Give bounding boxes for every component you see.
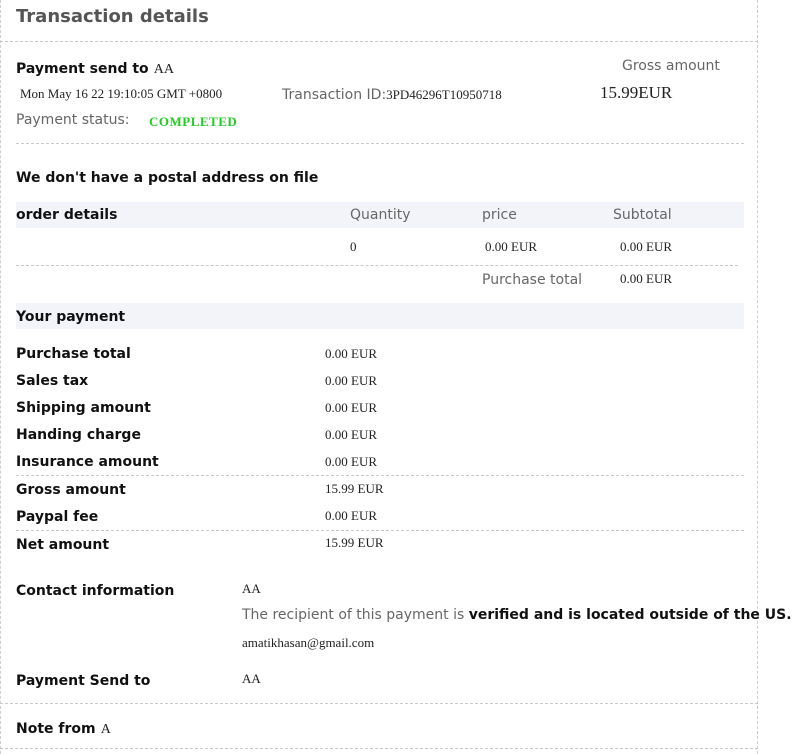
your-payment-heading: Your payment	[16, 309, 126, 325]
price-header: price	[482, 207, 517, 223]
verified-prefix: The recipient of this payment is	[242, 607, 469, 623]
note-from-label: Note from	[16, 721, 96, 737]
verified-status	[242, 607, 792, 623]
order-divider	[16, 265, 738, 266]
payment-status-label: Payment status:	[16, 112, 130, 128]
transaction-date: Mon May 16 22 19:10:05 GMT +0800	[20, 86, 223, 101]
note-divider	[0, 703, 758, 704]
payment-divider	[16, 475, 744, 476]
left-border	[0, 0, 1, 754]
right-border	[757, 0, 758, 754]
contact-email[interactable]: amatikhasan@gmail.com	[242, 635, 375, 650]
payment-row-label: Sales tax	[16, 373, 89, 389]
gross-amount-label: Gross amount	[622, 58, 720, 74]
payment-row-value: 0.00 EUR	[325, 400, 377, 415]
title-divider	[0, 41, 758, 42]
order-details-header: order details	[16, 207, 118, 223]
payment-send-to-bottom-value: AA	[242, 671, 261, 686]
net-divider	[16, 530, 744, 531]
verified-bold: verified and is located outside of the US.	[468, 607, 792, 623]
payment-row-label: Gross amount	[16, 482, 126, 498]
payment-row-value: 0.00 EUR	[325, 346, 377, 361]
bottom-divider	[0, 748, 758, 749]
status-badge: COMPLETED	[149, 114, 238, 129]
quantity-header: Quantity	[350, 207, 411, 223]
payment-row-label: Shipping amount	[16, 400, 151, 416]
payment-send-to-label: Payment send to	[16, 61, 149, 77]
payment-row-value: 0.00 EUR	[325, 454, 377, 469]
payment-row-label: Paypal fee	[16, 509, 99, 525]
transaction-id	[282, 84, 502, 103]
purchase-total-value: 0.00 EUR	[620, 271, 672, 286]
purchase-total-label: Purchase total	[482, 272, 583, 288]
payment-row-value: 15.99 EUR	[325, 535, 384, 550]
payment-send-to-bottom-label: Payment Send to	[16, 673, 151, 689]
transaction-id-label: Transaction ID:	[282, 87, 387, 103]
payment-row-value: 15.99 EUR	[325, 481, 384, 496]
postal-address-note: We don't have a postal address on file	[16, 170, 319, 186]
payment-row-value: 0.00 EUR	[325, 508, 377, 523]
payment-row-label: Handing charge	[16, 427, 141, 443]
subtotal-header: Subtotal	[613, 207, 672, 223]
payment-row-value: 0.00 EUR	[325, 373, 377, 388]
your-payment-band	[16, 303, 744, 329]
summary-divider	[16, 143, 744, 144]
contact-information-label: Contact information	[16, 583, 175, 599]
order-quantity: 0	[350, 239, 357, 254]
payment-row-value: 0.00 EUR	[325, 427, 377, 442]
payment-send-to-value: AA	[153, 62, 174, 77]
payment-row-label: Net amount	[16, 537, 110, 553]
gross-amount-value: 15.99EUR	[600, 83, 673, 102]
contact-name: AA	[242, 581, 261, 596]
payment-send-to	[16, 58, 174, 78]
note-from	[16, 718, 111, 738]
note-from-value: A	[100, 722, 111, 737]
page-title: Transaction details	[16, 6, 209, 27]
payment-row-label: Insurance amount	[16, 454, 159, 470]
payment-row-label: Purchase total	[16, 346, 131, 362]
order-price: 0.00 EUR	[485, 239, 537, 254]
order-subtotal: 0.00 EUR	[620, 239, 672, 254]
transaction-id-value: 3PD46296T10950718	[386, 87, 502, 102]
